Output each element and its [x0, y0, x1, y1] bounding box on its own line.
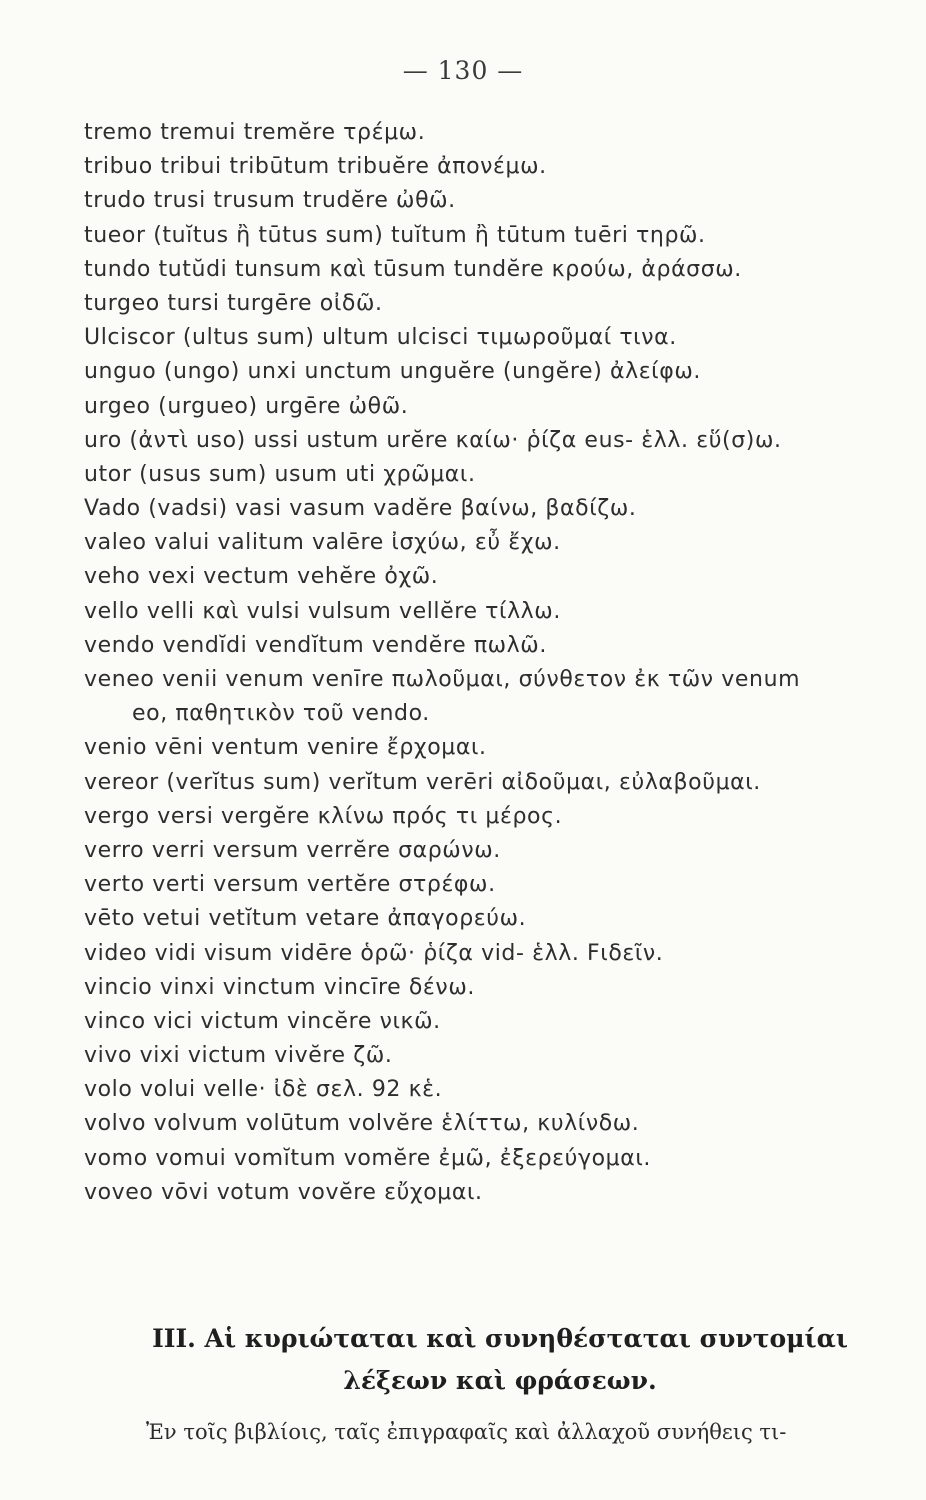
verb-entry-veneo: veneo venii venum venīre πωλοῦμαι, σύνθετον ἐκ τῶν venum [84, 667, 801, 692]
verb-entry-venio: venio vēni ventum venire ἔρχομαι. [84, 735, 487, 761]
verb-entry-tundo: tundo tutŭdi tunsum καὶ tūsum tundĕre κρούω, ἀράσσω. [84, 256, 742, 282]
verb-entry-video: video vidi visum vidēre ὁρῶ· ῥίζα vid- ἑλλ. Ϝιδεῖν. [84, 940, 664, 966]
verb-entry-urgeo: urgeo (urgueo) urgēre ὠθῶ. [84, 393, 409, 419]
section-heading-line-1: III. Αἱ κυριώταται καὶ συνηθέσταται συντομίαι [152, 1324, 848, 1353]
verb-list [84, 116, 894, 1210]
section-heading-line-2: λέξεων καὶ φράσεων. [343, 1366, 657, 1395]
verb-entry-vivo: vivo vixi victum vivĕre ζῶ. [84, 1043, 393, 1069]
verb-entry-turgeo: turgeo tursi turgēre οἰδῶ. [84, 290, 383, 316]
page-number: — 130 — [402, 56, 524, 85]
verb-entry-volvo: volvo volvum volūtum volvĕre ἑλίττω, κυλίνδω. [84, 1111, 640, 1137]
verb-entry-voveo: voveo vōvi votum vovĕre εὔχομαι. [84, 1179, 483, 1205]
verb-entry-vomo: vomo vomui vomĭtum vomĕre ἐμῶ, ἐξερεύγομαι. [84, 1145, 652, 1171]
verb-entry-vincio: vincio vinxi vinctum vincīre δένω. [84, 974, 475, 1000]
verb-entry-veto: vēto vetui vetĭtum vetare ἀπαγορεύω. [84, 906, 527, 932]
verb-entry-unguo: unguo (ungo) unxi unctum unguĕre (ungĕre) ἀλείφω. [84, 359, 701, 385]
verb-entry-verto: verto verti versum vertĕre στρέφω. [84, 872, 496, 898]
verb-entry-valeo: valeo valui valitum valēre ἰσχύω, εὖ ἔχω. [84, 530, 561, 556]
verb-entry-vello: vello velli καὶ vulsi vulsum vellĕre τίλλω. [84, 598, 561, 624]
verb-entry-veneo-continuation: eo, παθητικὸν τοῦ vendo. [132, 701, 430, 727]
verb-entry-uro: uro (ἀντὶ uso) ussi ustum urĕre καίω· ῥίζα eus- ἑλλ. εὕ(σ)ω. [84, 427, 782, 453]
verb-entry-veho: veho vexi vectum vehĕre ὀχῶ. [84, 564, 439, 590]
verb-entry-tueor: tueor (tuĭtus ἢ tūtus sum) tuĭtum ἢ tūtum tuēri τηρῶ. [84, 222, 706, 248]
verb-entry-vendo: vendo vendĭdi vendĭtum vendĕre πωλῶ. [84, 632, 547, 658]
verb-entry-vado: Vado (vadsi) vasi vasum vadĕre βαίνω, βαδίζω. [84, 496, 637, 522]
verb-entry-ulciscor: Ulciscor (ultus sum) ultum ulcisci τιμωροῦμαί τινα. [84, 325, 677, 351]
verb-entry-tremo: tremo tremui tremĕre τρέμω. [84, 120, 426, 145]
verb-entry-volo: volo volui velle· ἰδὲ σελ. 92 κἑ. [84, 1077, 443, 1103]
verb-entry-utor: utor (usus sum) usum uti χρῶμαι. [84, 461, 476, 487]
verb-entry-vereor: vereor (verĭtus sum) verĭtum verēri αἰδοῦμαι, εὐλαβοῦμαι. [84, 769, 761, 795]
verb-entry-vinco: vinco vici victum vincĕre νικῶ. [84, 1008, 441, 1034]
verb-entry-trudo: trudo trusi trusum trudĕre ὠθῶ. [84, 188, 456, 214]
verb-entry-verro: verro verri versum verrĕre σαρώνω. [84, 837, 501, 863]
verb-entry-tribuo: tribuo tribui tribūtum tribuĕre ἀπονέμω. [84, 154, 547, 180]
section-heading [100, 1318, 900, 1402]
verb-entry-vergo: vergo versi vergĕre κλίνω πρός τι μέρος. [84, 803, 563, 829]
section-paragraph: Ἐν τοῖς βιβλίοις, ταῖς ἐπιγραφαῖς καὶ ἀλλαχοῦ συνήθεις τι- [146, 1420, 787, 1444]
